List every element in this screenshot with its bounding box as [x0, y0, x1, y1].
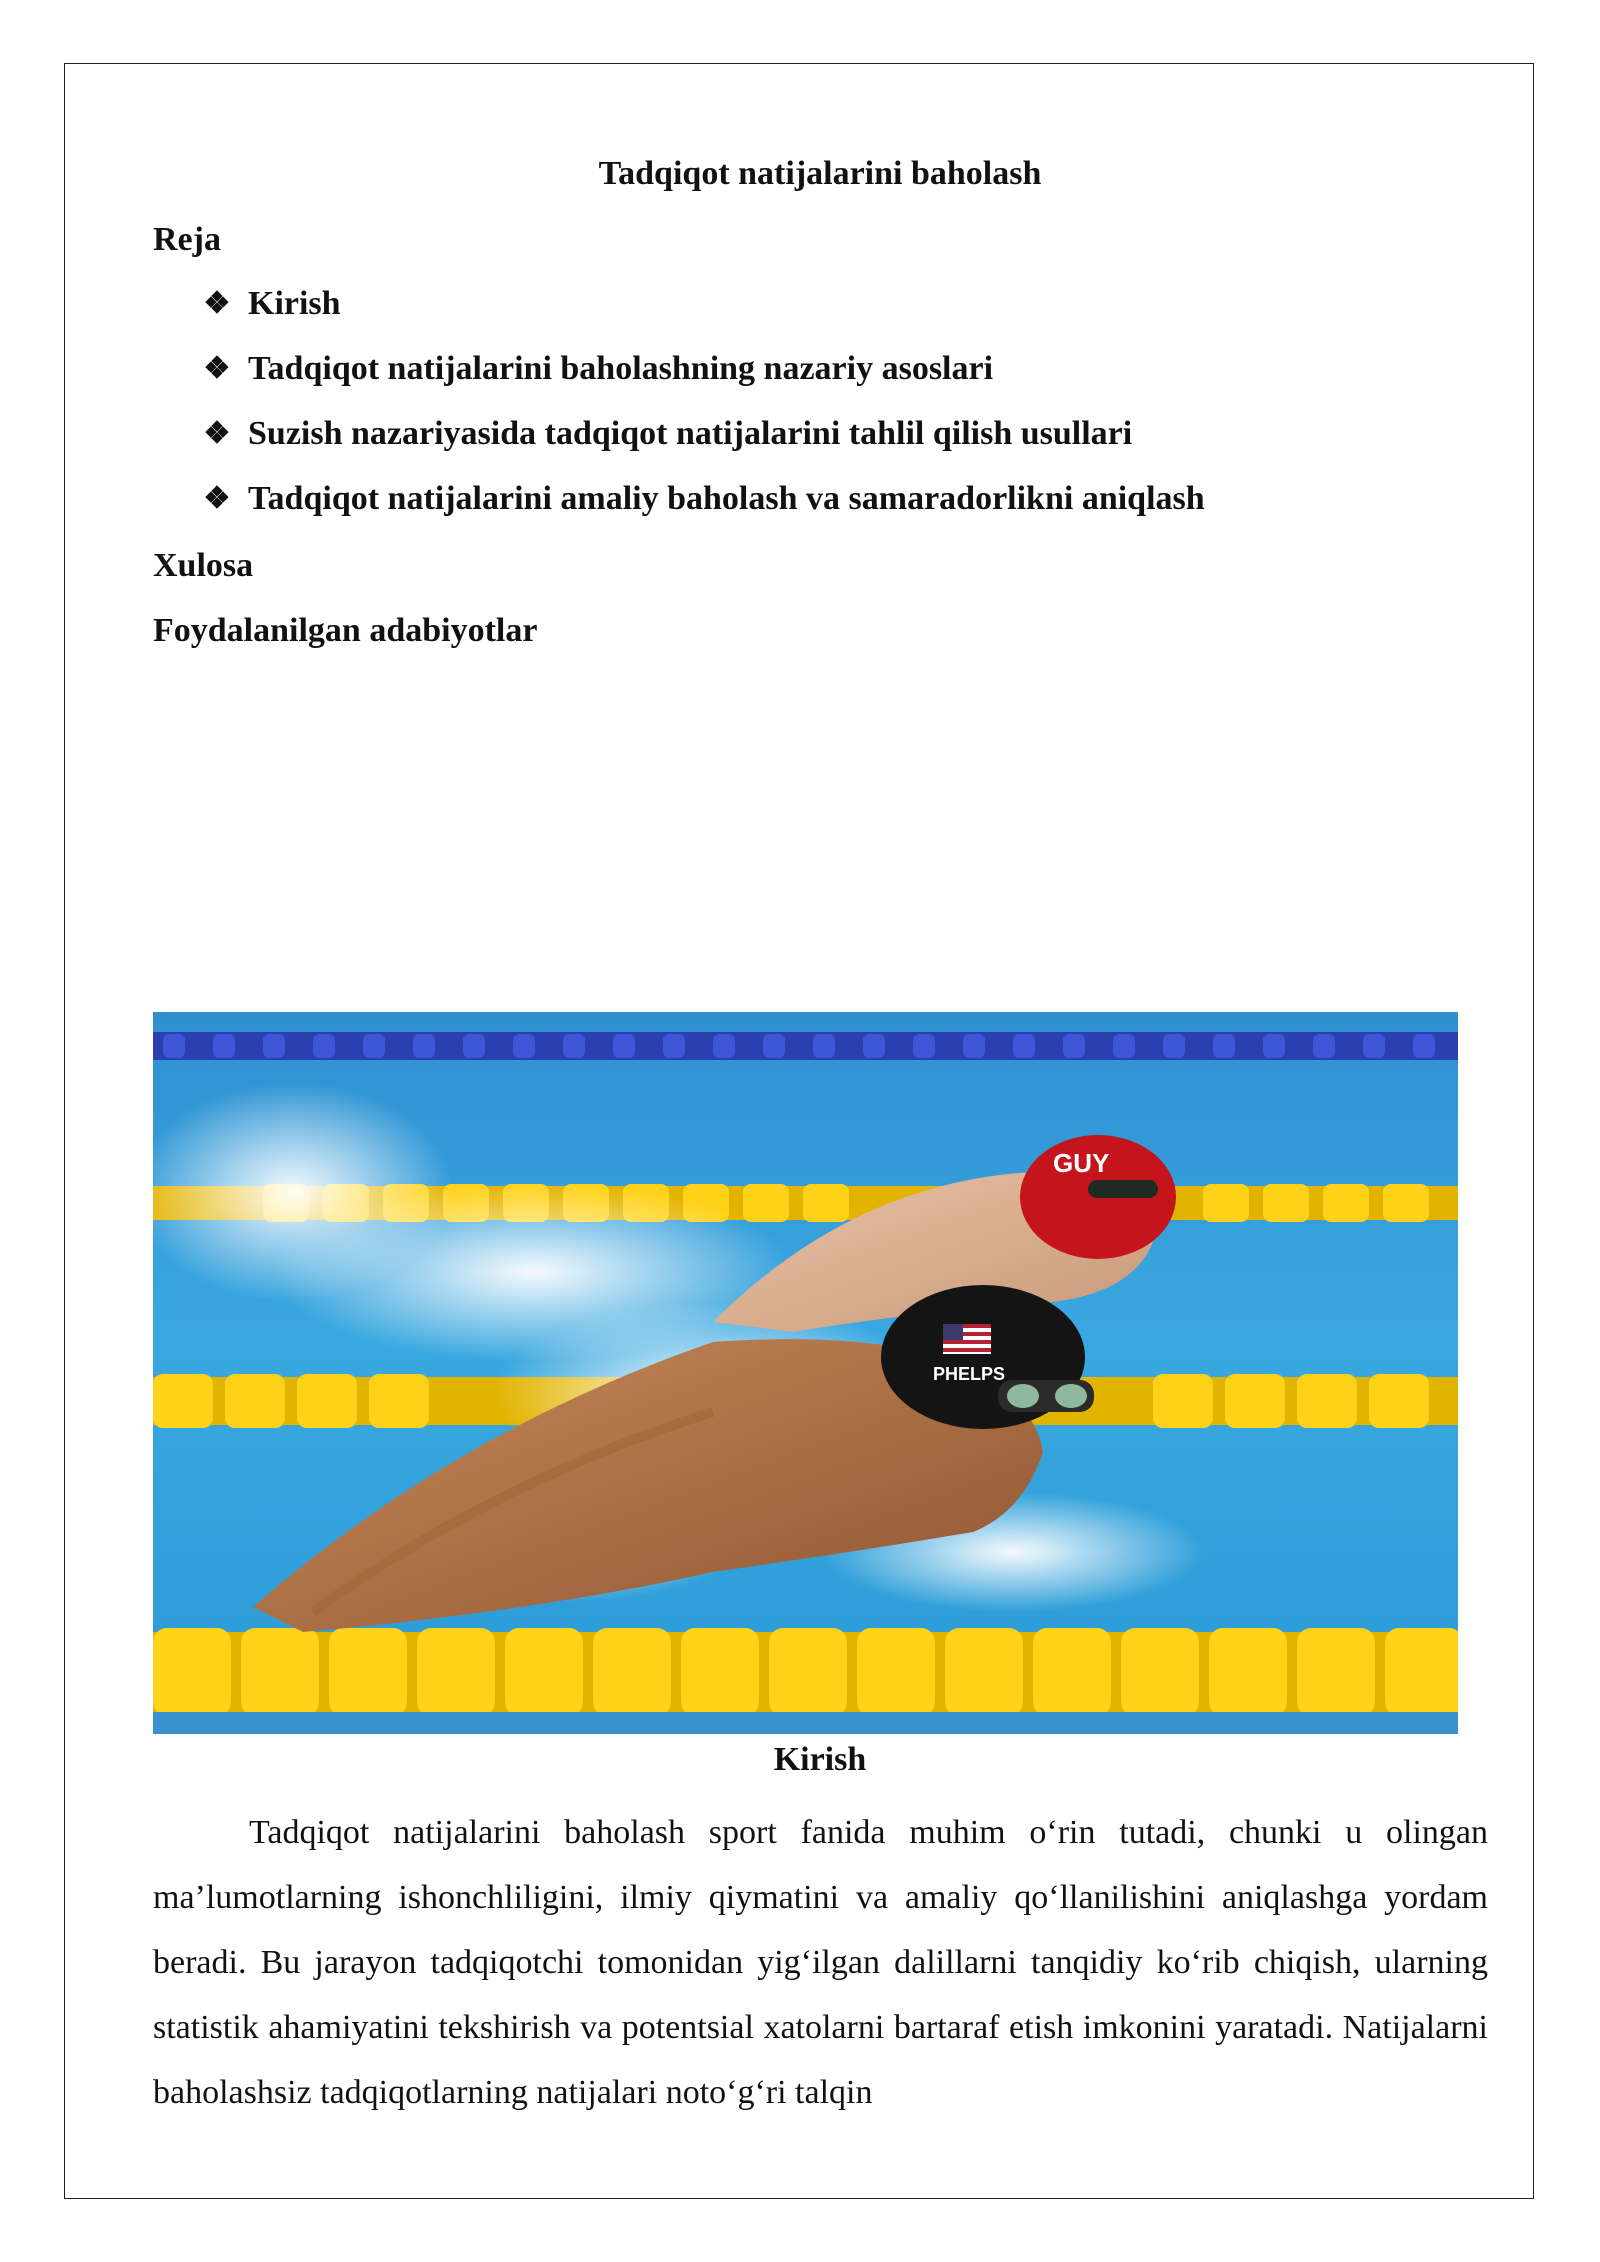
diamond-bullet-icon: ❖	[203, 352, 231, 385]
references-heading: Foydalanilgan adabiyotlar	[153, 612, 538, 649]
conclusion-heading: Xulosa	[153, 547, 254, 584]
diamond-bullet-icon: ❖	[203, 417, 231, 450]
plan-item-kirish	[200, 282, 1205, 326]
plan-item-label: Tadqiqot natijalarini baholashning nazariy asoslari	[248, 350, 994, 387]
cap-text-phelps: PHELPS	[933, 1364, 1006, 1384]
plan-item-label: Tadqiqot natijalarini amaliy baholash va samaradorlikni aniqlash	[248, 480, 1205, 517]
cap-text-guy: GUY	[1053, 1148, 1110, 1178]
plan-item-label: Kirish	[248, 285, 341, 322]
section-heading-kirish: Kirish	[773, 1741, 867, 1778]
plan-heading: Reja	[153, 221, 221, 258]
swimming-photo	[153, 1012, 1458, 1734]
lane-rope-far	[153, 1032, 1458, 1060]
intro-paragraph: Tadqiqot natijalarini baholash sport fanida muhim o‘rin tutadi, chunki u olingan ma’lumotlarning ishonchliligini, ilmiy qiymatini va amaliy qo‘llanilishini aniqlashga yordam beradi. Bu jarayon tadqiqotchi tomonidan yig‘ilgan dalillarni tanqidiy ko‘rib chiqish, ularning statistik ahamiyatini tekshirish va potentsial xatolarni bartaraf etish imkonini yaratadi. Natijalarni baholashsiz tadqiqotlarning natijalari noto‘g‘ri talqin	[153, 1814, 1488, 2111]
diamond-bullet-icon: ❖	[203, 482, 231, 515]
plan-item-practice	[200, 477, 1205, 521]
plan-item-theory	[200, 347, 1205, 391]
plan-item-label: Suzish nazariyasida tadqiqot natijalarini tahlil qilish usullari	[248, 415, 1133, 452]
plan-list	[200, 282, 1205, 542]
document-title: Tadqiqot natijalarini baholash	[598, 155, 1042, 192]
diamond-bullet-icon: ❖	[203, 287, 231, 320]
plan-item-methods	[200, 412, 1205, 456]
lane-rope-bottom	[153, 1628, 1458, 1734]
